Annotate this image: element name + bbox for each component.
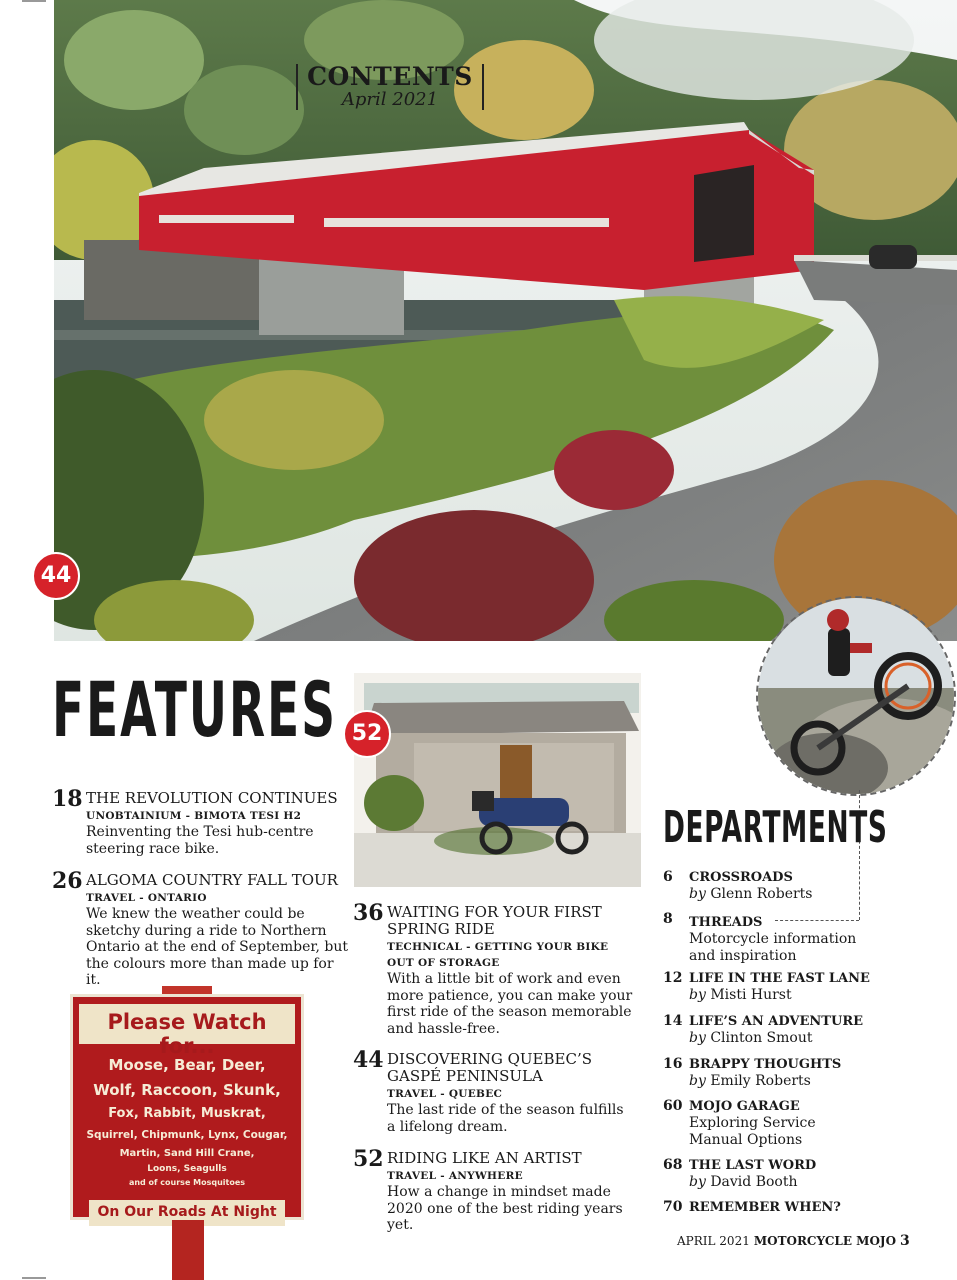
sign-footer-text: On Our Roads At Night [97, 1204, 277, 1220]
department-item-threads[interactable] [663, 911, 893, 964]
department-subtitle-line: Exploring Service [689, 1115, 816, 1131]
department-title: LIFE IN THE FAST LANE [689, 971, 870, 986]
department-item-life-in-the-fast-lane[interactable] [663, 970, 893, 1004]
sign-line: Fox, Rabbit, Muskrat, [108, 1106, 266, 1121]
feature-title-line: WAITING FOR YOUR FIRST [387, 903, 602, 921]
contents-title: CONTENTS [307, 62, 473, 91]
byline-prefix: by [689, 1030, 706, 1046]
department-title: CROSSROADS [689, 870, 793, 885]
feature-item-36[interactable] [353, 900, 643, 1037]
feature-title-line: SPRING RIDE [387, 920, 495, 938]
byline-prefix: by [689, 1174, 706, 1190]
feature-description-line: first ride of the season memorable [387, 1004, 632, 1020]
sign-line: and of course Mosquitoes [128, 1178, 246, 1187]
department-item-crossroads[interactable] [663, 869, 893, 903]
feature-description-line: and hassle-free. [387, 1020, 500, 1037]
feature-title: RIDING LIKE AN ARTIST [387, 1149, 582, 1167]
feature-item-44[interactable] [353, 1047, 643, 1135]
feature-title-line: GASPÉ PENINSULA [387, 1067, 543, 1085]
feature-title-line: DISCOVERING QUEBEC’S [387, 1050, 592, 1068]
byline-prefix: by [689, 886, 706, 902]
department-item-brappy-thoughts[interactable] [663, 1056, 893, 1090]
feature-description-line: With a little bit of work and even [387, 971, 621, 987]
feature-description-line: a lifelong dream. [387, 1118, 508, 1135]
department-author: Emily Roberts [710, 1073, 811, 1089]
sign-line: Squirrel, Chipmunk, Lynx, Cougar, [86, 1129, 288, 1141]
department-page-number: 68 [663, 1157, 683, 1173]
department-subtitle-line: Manual Options [689, 1131, 803, 1148]
feature-category: TRAVEL - ONTARIO [86, 892, 207, 904]
footer-date: APRIL 2021 [677, 1234, 750, 1248]
feature-description-line: sketchy during a ride to Northern [86, 922, 327, 939]
feature-category: UNOBTAINIUM - BIMOTA TESI H2 [86, 810, 302, 822]
barn-motorcycle-photo [354, 673, 641, 887]
issue-date: April 2021 [341, 89, 439, 110]
department-title: BRAPPY THOUGHTS [689, 1057, 842, 1072]
department-page-number: 70 [663, 1199, 683, 1215]
department-author: Misti Hurst [710, 987, 792, 1003]
feature-title: ALGOMA COUNTRY FALL TOUR [86, 871, 338, 889]
page-footer [677, 1233, 910, 1249]
department-title: THREADS [689, 914, 766, 931]
sign-text-block [79, 1053, 295, 1189]
footer-magazine-name: MOTORCYCLE MOJO [753, 1234, 897, 1248]
sign-line: Moose, Bear, Deer, [108, 1056, 266, 1074]
sign-board [70, 994, 304, 1220]
sign-post [172, 1220, 204, 1280]
feature-title: THE REVOLUTION CONTINUES [86, 789, 338, 807]
department-page-number: 12 [663, 970, 683, 986]
trials-rider-illustration [758, 598, 956, 796]
hero-page-badge[interactable]: 44 [32, 552, 80, 600]
feature-category-line: TECHNICAL - GETTING YOUR BIKE [387, 941, 609, 953]
stone-barn-illustration [354, 673, 641, 887]
feature-description-line: How a change in mindset made [387, 1184, 611, 1200]
department-page-number: 16 [663, 1056, 683, 1072]
byline-prefix: by [689, 987, 706, 1003]
departments-heading: DEPARTMENTS [663, 802, 888, 853]
feature-category: TRAVEL - ANYWHERE [387, 1170, 523, 1182]
department-title: THE LAST WORD [689, 1158, 817, 1173]
department-page-number: 8 [663, 911, 673, 927]
byline-prefix: by [689, 1073, 706, 1089]
feature-page-number: 18 [52, 786, 83, 812]
department-subtitle-line: and inspiration [689, 947, 797, 964]
features-heading: FEATURES [52, 665, 337, 754]
department-author: Clinton Smout [710, 1030, 813, 1046]
feature-description-line: steering race bike. [86, 840, 220, 857]
feature-page-number: 36 [353, 900, 384, 926]
department-author: David Booth [710, 1174, 798, 1190]
hero-photo-covered-bridge [54, 0, 957, 641]
feature-page-number: 52 [353, 1146, 384, 1172]
department-title: MOJO GARAGE [689, 1099, 800, 1114]
department-title: LIFE’S AN ADVENTURE [689, 1014, 864, 1029]
feature-description-line: 2020 one of the best riding years yet. [387, 1200, 623, 1233]
department-item-lifes-an-adventure[interactable] [663, 1013, 893, 1047]
contents-header-box [296, 64, 484, 110]
feature-description-line: the colours more than made up for it. [86, 955, 334, 988]
department-item-mojo-garage[interactable] [663, 1098, 893, 1148]
covered-bridge-illustration [54, 0, 957, 641]
sign-line: Loons, Seagulls [147, 1164, 227, 1174]
department-item-the-last-word[interactable] [663, 1157, 893, 1191]
sign-title: Please Watch for... [107, 1010, 267, 1058]
feature-description-line: Ontario at the end of September, but [86, 939, 349, 955]
department-title: REMEMBER WHEN? [689, 1200, 841, 1215]
sign-line: Martin, Sand Hill Crane, [119, 1148, 255, 1159]
feature-item-18[interactable] [52, 786, 342, 857]
feature-category-line: OUT OF STORAGE [387, 957, 500, 969]
department-page-number: 60 [663, 1098, 683, 1114]
feature-description-line: more patience, you can make your [387, 987, 633, 1004]
wildlife-warning-sign-photo [70, 990, 306, 1280]
feature-description-line: Reinventing the Tesi hub-centre [86, 824, 314, 840]
feature-description-line: The last ride of the season fulfills [387, 1102, 624, 1118]
department-author: Glenn Roberts [710, 886, 813, 902]
feature-description-line: We knew the weather could be [86, 906, 305, 922]
sign-line: Wolf, Raccoon, Skunk, [93, 1081, 281, 1099]
barn-page-badge[interactable]: 52 [343, 710, 391, 758]
feature-item-52[interactable] [353, 1146, 643, 1234]
department-subtitle-line: Motorcycle information [689, 931, 857, 947]
crop-mark-bottom [22, 1277, 46, 1279]
feature-page-number: 44 [353, 1047, 384, 1073]
department-item-remember-when[interactable] [663, 1199, 893, 1216]
feature-category: TRAVEL - QUEBEC [387, 1088, 503, 1100]
department-page-number: 14 [663, 1013, 683, 1029]
footer-page-number: 3 [900, 1233, 910, 1249]
department-page-number: 6 [663, 869, 673, 885]
feature-page-number: 26 [52, 868, 83, 894]
crop-mark-top [22, 0, 46, 2]
trials-rider-photo [756, 596, 956, 796]
feature-item-26[interactable] [52, 868, 352, 989]
